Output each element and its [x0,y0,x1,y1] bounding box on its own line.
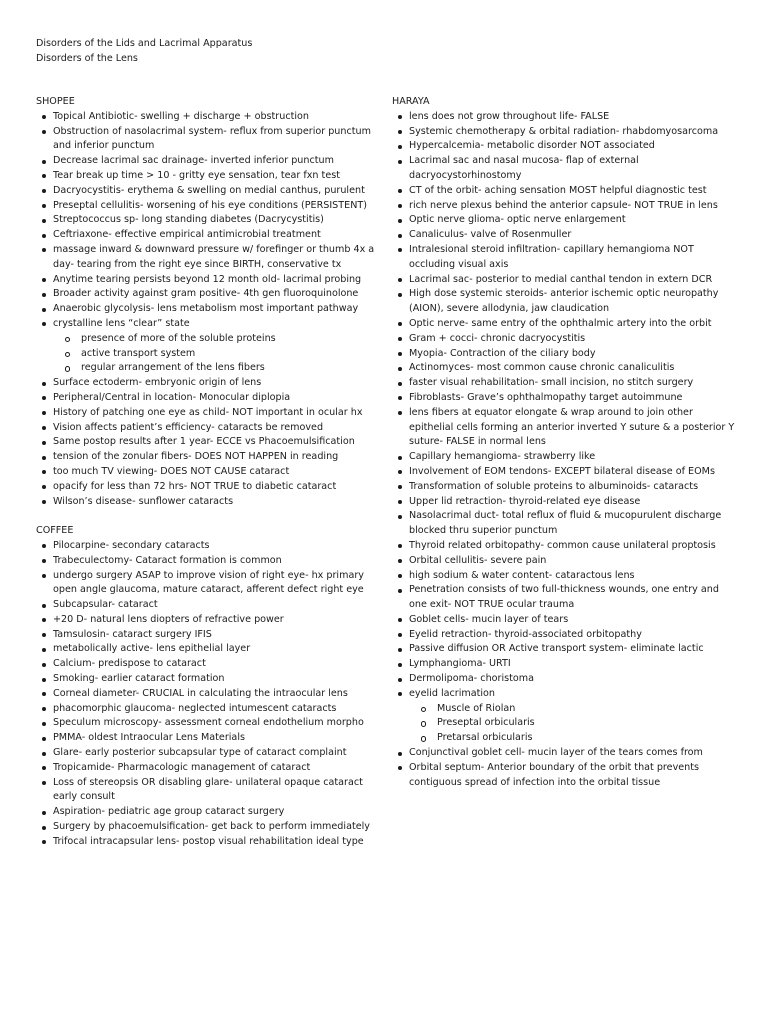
list-item-text: Systemic chemotherapy & orbital radiation- rhabdomyosarcoma [409,125,719,137]
header-line-2: Disorders of the Lens [36,52,138,64]
list-item [36,421,381,436]
list-item [36,199,381,214]
list-item-text: Capillary hemangioma- strawberry like [409,451,596,463]
section-gap [36,509,381,524]
bullet-list-haraya [392,110,737,791]
list-item-text: Pilocarpine- secondary cataracts [53,539,210,551]
list-item [392,613,737,628]
list-item [36,465,381,480]
list-item-text: Vision affects patient’s efficiency- cataracts be removed [53,421,324,433]
sub-list [36,332,381,376]
list-item-text: Tear break up time > 10 - gritty eye sensation, tear fxn test [53,169,340,181]
list-item-text: PMMA- oldest Intraocular Lens Materials [53,732,245,744]
list-item [392,672,737,687]
list-item-text: Topical Antibiotic- swelling + discharge + obstruction [53,110,309,122]
list-item [36,628,381,643]
list-item-text: Trifocal intracapsular lens- postop visual rehabilitation ideal type [53,835,364,847]
list-item [392,509,737,539]
list-item [392,154,737,184]
list-item [36,672,381,687]
list-item [36,761,381,776]
list-item-text: Trabeculectomy- Cataract formation is common [53,554,282,566]
list-item-text: Ceftriaxone- effective empirical antimicrobial treatment [53,229,321,241]
list-item [36,228,381,243]
section-title-haraya: HARAYA [392,96,430,107]
list-item-text: Transformation of soluble proteins to albuminoids- cataracts [409,480,699,492]
list-item [36,273,381,288]
right-column [392,95,737,790]
list-item-text: Penetration consists of two full-thickness wounds, one entry and one exit- NOT TRUE ocular trauma [409,584,719,611]
list-item-text: crystalline lens “clear” state [53,317,190,329]
list-item-text: faster visual rehabilitation- small incision, no stitch surgery [409,377,694,389]
list-item-text: Calcium- predispose to cataract [53,658,206,670]
list-item [36,406,381,421]
sub-list-item: Preseptal orbicularis [392,716,737,731]
list-item [36,184,381,199]
list-item-text: massage inward & downward pressure w/ forefinger or thumb 4x a day- tearing from the right eye since BIRTH, conservative tx [53,243,375,270]
list-item [392,761,737,791]
list-item [36,376,381,391]
list-item-text: Orbital septum- Anterior boundary of the orbit that prevents contiguous spread of infection into the orbital tissue [409,761,699,788]
list-item [392,361,737,376]
list-item [36,820,381,835]
list-item [392,687,737,702]
list-item-text: Broader activity against gram positive- 4th gen fluoroquinolone [53,288,359,300]
list-item [392,642,737,657]
list-item-text: too much TV viewing- DOES NOT CAUSE cataract [53,465,290,477]
list-item-text: rich nerve plexus behind the anterior capsule- NOT TRUE in lens [409,199,718,211]
list-item-text: Hypercalcemia- metabolic disorder NOT associated [409,140,655,152]
list-item [36,657,381,672]
list-item [36,435,381,450]
list-item [392,317,737,332]
list-item [392,465,737,480]
list-item [392,554,737,569]
list-item-text: Surface ectoderm- embryonic origin of lens [53,377,262,389]
section-title-shopee: SHOPEE [36,96,75,107]
list-item-text: tension of the zonular fibers- DOES NOT HAPPEN in reading [53,451,339,463]
list-item-text: Myopia- Contraction of the ciliary body [409,347,596,359]
list-item [392,228,737,243]
list-item-text: Loss of stereopsis OR disabling glare- unilateral opaque cataract early consult [53,776,363,803]
list-item-text: Tamsulosin- cataract surgery IFIS [53,628,212,640]
sub-list-item: presence of more of the soluble proteins [36,332,381,347]
list-item-text: Lymphangioma- URTI [409,658,511,670]
sub-list-item: regular arrangement of the lens fibers [36,361,381,376]
list-item [36,154,381,169]
list-item [36,450,381,465]
list-item [392,213,737,228]
sub-list-item: Muscle of Riolan [392,702,737,717]
list-item [392,569,737,584]
section-shopee [36,95,381,509]
list-item-text: Wilson’s disease- sunflower cataracts [53,495,234,507]
list-item [36,287,381,302]
list-item [392,628,737,643]
list-item-text: Subcapsular- cataract [53,599,158,611]
list-item [392,347,737,362]
list-item [36,480,381,495]
list-item-text: Surgery by phacoemulsification- get back to perform immediately [53,821,370,833]
list-item-text: lens fibers at equator elongate & wrap around to join other epithelial cells forming an anterior inverted Y suture & a posterior Y suture- FALSE in normal lens [409,406,735,448]
list-item-text: CT of the orbit- aching sensation MOST helpful diagnostic test [409,184,707,196]
list-item [392,539,737,554]
list-item [36,539,381,554]
list-item-text: Corneal diameter- CRUCIAL in calculating the intraocular lens [53,687,348,699]
list-item-text: Nasolacrimal duct- total reflux of fluid & mucopurulent discharge blocked thru superior punctum [409,510,722,537]
section-coffee [36,524,381,850]
left-column [36,95,381,850]
list-item [36,213,381,228]
list-item [392,450,737,465]
list-item-text: high sodium & water content- cataractous lens [409,569,635,581]
section-haraya [392,95,737,790]
list-item-text: lens does not grow throughout life- FALSE [409,110,610,122]
list-item-text: Thyroid related orbitopathy- common cause unilateral proptosis [409,539,716,551]
list-item-text: opacify for less than 72 hrs- NOT TRUE to diabetic cataract [53,480,337,492]
list-item-text: Same postop results after 1 year- ECCE vs Phacoemulsification [53,436,355,448]
list-item-text: Dacryocystitis- erythema & swelling on medial canthus, purulent [53,184,365,196]
list-item [36,746,381,761]
list-item [392,184,737,199]
list-item [392,243,737,273]
list-item [392,125,737,140]
list-item-text: metabolically active- lens epithelial layer [53,643,251,655]
list-item-text: Aspiration- pediatric age group cataract surgery [53,806,285,818]
list-item-text: Goblet cells- mucin layer of tears [409,613,569,625]
list-item [392,110,737,125]
list-item [36,776,381,806]
list-item-text: Orbital cellulitis- severe pain [409,554,547,566]
list-item [36,391,381,406]
list-item-text: Anaerobic glycolysis- lens metabolism most important pathway [53,303,359,315]
list-item-text: Anytime tearing persists beyond 12 month old- lacrimal probing [53,273,362,285]
list-item-text: Lacrimal sac and nasal mucosa- flap of external dacryocystorhinostomy [409,155,639,181]
list-item-text: Upper lid retraction- thyroid-related eye disease [409,495,641,507]
sub-list [392,702,737,746]
sub-list-item: active transport system [36,347,381,362]
list-item-text: Glare- early posterior subcapsular type of cataract complaint [53,747,347,759]
list-item-text: Peripheral/Central in location- Monocular diplopia [53,391,291,403]
list-item [36,302,381,317]
list-item-text: +20 D- natural lens diopters of refractive power [53,613,284,625]
document-header [36,37,252,67]
list-item [392,139,737,154]
list-item-text: Intralesional steroid infiltration- capillary hemangioma NOT occluding visual axis [409,243,694,270]
list-item [392,657,737,672]
list-item [36,243,381,273]
list-item-text: Preseptal cellulitis- worsening of his eye conditions (PERSISTENT) [53,199,367,211]
list-item [392,583,737,613]
list-item-text: Gram + cocci- chronic dacryocystitis [409,332,586,344]
list-item-text: undergo surgery ASAP to improve vision of right eye- hx primary open angle glaucoma, mature cataract, afferent defect right eye [53,569,364,596]
list-item [36,110,381,125]
list-item [36,169,381,184]
list-item-text: Dermolipoma- choristoma [409,673,534,685]
list-item [36,125,381,155]
list-item-text: Smoking- earlier cataract formation [53,673,225,685]
list-item-text: Actinomyces- most common cause chronic canaliculitis [409,362,675,374]
list-item-text: Passive diffusion OR Active transport system- eliminate lactic [409,643,704,655]
list-item [36,569,381,599]
list-item-text: Canaliculus- valve of Rosenmuller [409,229,572,241]
list-item [392,199,737,214]
bullet-list-coffee [36,539,381,850]
list-item [36,702,381,717]
list-item [392,287,737,317]
list-item [36,495,381,510]
list-item-text: phacomorphic glaucoma- neglected intumescent cataracts [53,702,337,714]
list-item [36,642,381,657]
list-item [36,554,381,569]
section-title-coffee: COFFEE [36,525,74,537]
list-item-text: Optic nerve glioma- optic nerve enlargement [409,214,626,226]
list-item-text: History of patching one eye as child- NOT important in ocular hx [53,406,363,418]
list-item [36,687,381,702]
list-item [36,716,381,731]
list-item [392,480,737,495]
list-item [392,406,737,450]
list-item [392,495,737,510]
list-item-text: Lacrimal sac- posterior to medial canthal tendon in extern DCR [409,273,713,285]
list-item-text: Fibroblasts- Grave’s ophthalmopathy target autoimmune [409,391,683,403]
header-line-1: Disorders of the Lids and Lacrimal Apparatus [36,38,253,49]
list-item-text: Eyelid retraction- thyroid-associated orbitopathy [409,628,642,640]
list-item [36,835,381,850]
list-item-text: Speculum microscopy- assessment corneal endothelium morpho [53,717,364,729]
list-item-text: Streptococcus sp- long standing diabetes (Dacrycystitis) [53,214,324,226]
list-item [36,598,381,613]
list-item [36,805,381,820]
list-item [392,746,737,761]
list-item-text: Tropicamide- Pharmacologic management of cataract [53,761,311,773]
list-item-text: Optic nerve- same entry of the ophthalmic artery into the orbit [409,317,712,329]
list-item [392,391,737,406]
list-item [36,613,381,628]
list-item-text: eyelid lacrimation [409,687,495,699]
list-item [392,376,737,391]
bullet-list-shopee [36,110,381,510]
list-item [36,731,381,746]
list-item-text: Involvement of EOM tendons- EXCEPT bilateral disease of EOMs [409,465,715,477]
list-item [36,317,381,332]
list-item [392,332,737,347]
sub-list-item: Pretarsal orbicularis [392,731,737,746]
list-item-text: High dose systemic steroids- anterior ischemic optic neuropathy (AION), severe allodynia, jaw claudication [409,288,719,315]
list-item-text: Obstruction of nasolacrimal system- reflux from superior punctum and inferior punctum [53,125,371,152]
list-item-text: Conjunctival goblet cell- mucin layer of the tears comes from [409,747,703,759]
list-item-text: Decrease lacrimal sac drainage- inverted inferior punctum [53,155,334,167]
list-item [392,273,737,288]
